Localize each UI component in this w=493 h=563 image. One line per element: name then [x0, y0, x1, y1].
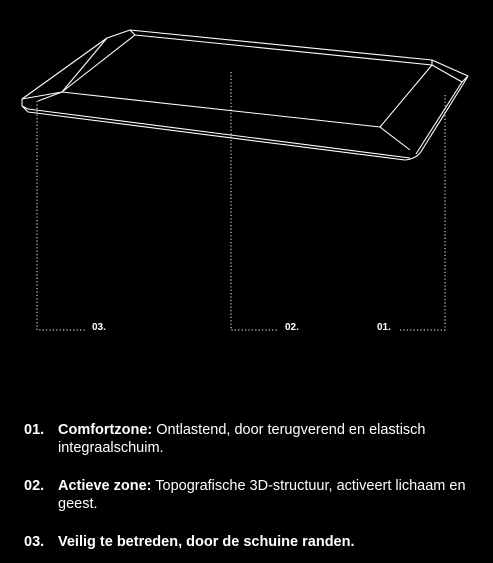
feature-item	[24, 477, 479, 513]
zone-leader-lines	[37, 72, 445, 330]
feature-title: Veilig te betreden, door de schuine randen.	[58, 534, 355, 550]
leader-line-03	[37, 101, 85, 330]
feature-description: Ontlastend, door terugverend en elastisch integraalschuim.	[58, 422, 426, 456]
callout-label-01: 01.	[377, 322, 391, 333]
feature-title: Comfortzone:	[58, 422, 153, 438]
leader-line-02	[231, 72, 278, 330]
mat-outline	[22, 30, 468, 160]
feature-number: 01.	[24, 422, 45, 438]
feature-item	[24, 421, 479, 457]
callout-label-02: 02.	[285, 322, 299, 333]
feature-description: Topografische 3D-structuur, activeert lichaam en geest.	[58, 478, 466, 512]
feature-number: 02.	[24, 478, 45, 494]
feature-number: 03.	[24, 534, 45, 550]
feature-item	[24, 533, 479, 551]
callout-label-03: 03.	[92, 322, 106, 333]
feature-list	[24, 421, 479, 551]
leader-line-01	[400, 95, 445, 330]
feature-title: Actieve zone:	[58, 478, 152, 494]
